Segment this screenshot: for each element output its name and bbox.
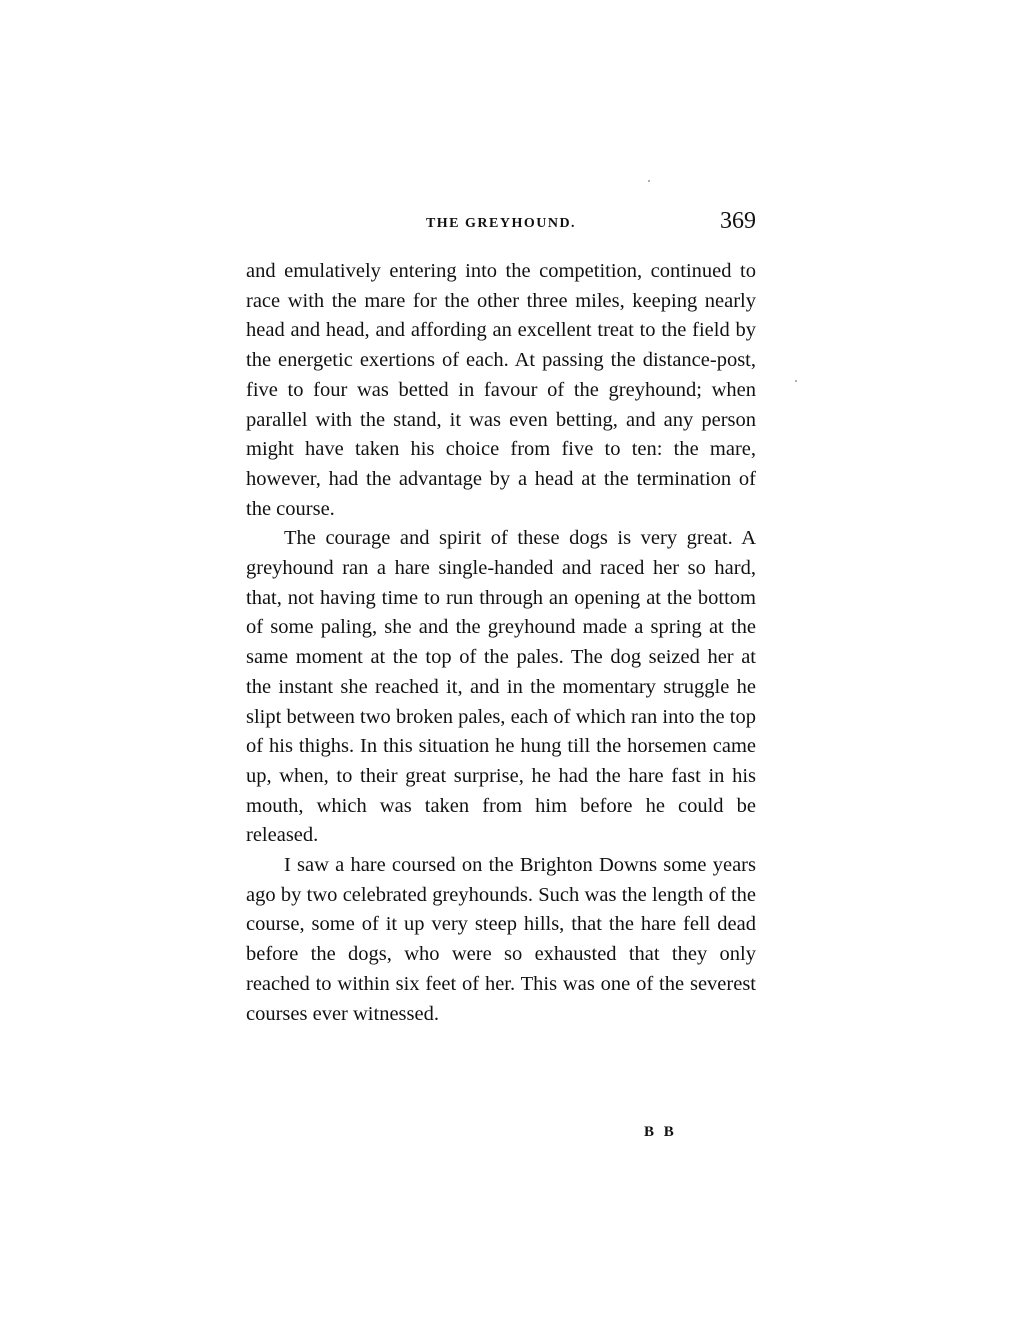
paragraph-continued: and emulatively entering into the competition, continued to race with the mare for the other three miles, keeping nearly head and head, and affording an excellent treat to the field by the energetic exertions of each. At passing the distance-post, five to four was betted in favour of the greyhound; when parallel with the stand, it was even betting, and any person might have taken his choice from five to ten: the mare, however, had the advantage by a head at the termination of the course. (246, 260, 756, 520)
running-head (246, 208, 756, 238)
body-text (246, 257, 756, 1029)
signature-mark: B B (644, 1124, 677, 1140)
running-title: THE GREYHOUND. (425, 216, 577, 231)
page-number: 369 (720, 208, 756, 234)
scan-speck (648, 180, 650, 182)
paragraph-brighton-downs: I saw a hare coursed on the Brighton Downs some years ago by two celebrated greyhounds. Such was the length of the course, some of it up very steep hills, that the hare fell dead before the dogs, who were so exhausted that they only reached to within six feet of her. This was one of the severest courses ever witnessed. (246, 854, 756, 1025)
paragraph-courage: The courage and spirit of these dogs is very great. A greyhound ran a hare single-handed and raced her so hard, that, not having time to run through an opening at the bottom of some paling, she and the greyhound made a spring at the same moment at the top of the pales. The dog seized her at the instant she reached it, and in the momentary struggle he slipt between two broken pales, each of which ran into the top of his thighs. In this situation he hung till the horsemen came up, when, to their great surprise, he had the hare fast in his mouth, which was taken from him before he could be released. (246, 527, 756, 847)
scan-speck (795, 380, 797, 382)
